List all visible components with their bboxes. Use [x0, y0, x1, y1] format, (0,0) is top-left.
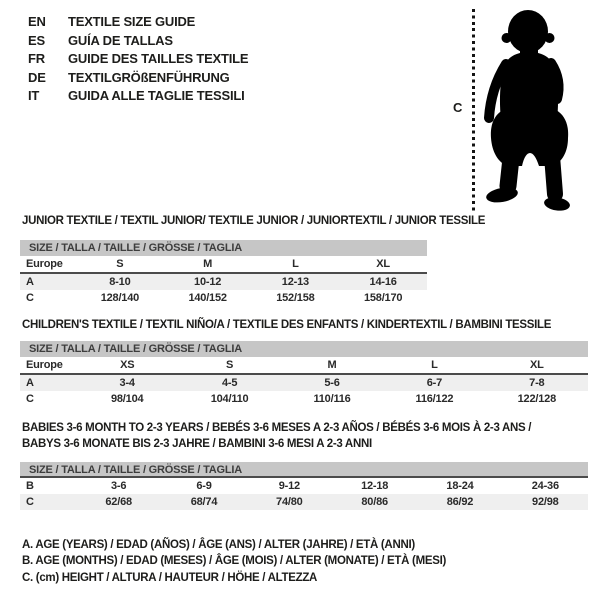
footnote-c: C. (cm) HEIGHT / ALTURA / HAUTEUR / HÖHE / ALTEZZA	[22, 571, 318, 584]
table-cell: XL	[376, 258, 390, 270]
table-cell: 140/152	[188, 292, 227, 304]
table-cell: 9-12	[278, 480, 300, 492]
table-cell: 6-9	[196, 480, 212, 492]
language-label: TEXTILGRÖßENFÜHRUNG	[68, 69, 230, 85]
language-label: GUIDE DES TAILLES TEXTILE	[68, 51, 249, 67]
row-label: Europe	[26, 359, 63, 371]
table-row	[20, 478, 588, 494]
row-label: C	[26, 496, 34, 508]
row-label: C	[26, 393, 34, 405]
table-cell: 5-6	[324, 377, 340, 389]
language-label: TEXTILE SIZE GUIDE	[68, 14, 196, 29]
row-label: A	[26, 276, 34, 288]
table-cell: 14-16	[369, 276, 397, 288]
table-cell: 128/140	[100, 292, 140, 304]
table-row	[20, 357, 588, 375]
junior-table-title: JUNIOR TEXTILE / TEXTIL JUNIOR/ TEXTILE JUNIOR / JUNIORTEXTIL / JUNIOR TESSILE	[22, 215, 486, 227]
table-cell: 98/104	[110, 393, 144, 405]
row-label: Europe	[26, 258, 63, 270]
table-cell: 68/74	[190, 496, 218, 508]
table-row	[20, 375, 588, 391]
height-marker-label: C	[453, 100, 463, 115]
row-label: C	[26, 292, 34, 304]
table-cell: 6-7	[426, 377, 443, 389]
footnote-a: A. AGE (YEARS) / EDAD (AÑOS) / ÂGE (ANS) / ALTER (JAHRE) / ETÀ (ANNI)	[22, 539, 415, 551]
footnotes	[22, 537, 446, 586]
language-row	[28, 69, 248, 88]
table-cell: L	[292, 258, 299, 270]
table-cell: XL	[530, 359, 544, 371]
table-cell: 10-12	[194, 276, 222, 288]
language-row	[28, 13, 248, 32]
height-measure-line	[472, 9, 475, 214]
babies-table-title	[22, 421, 531, 452]
language-code: ES	[28, 32, 45, 48]
table-cell: 8-10	[109, 276, 131, 288]
language-list	[28, 13, 248, 106]
table-cell: 158/170	[363, 292, 403, 304]
table-row	[20, 391, 588, 407]
language-code: DE	[28, 69, 46, 85]
table-cell: 122/128	[517, 393, 557, 405]
row-label: B	[26, 480, 34, 492]
table-cell: 12-13	[281, 276, 309, 288]
language-code: IT	[28, 88, 40, 104]
size-header-bar: SIZE / TALLA / TAILLE / GRÖSSE / TAGLIA	[20, 341, 588, 357]
table-cell: 104/110	[210, 393, 249, 405]
table-cell: 3-4	[119, 377, 135, 389]
size-header-bar: SIZE / TALLA / TAILLE / GRÖSSE / TAGLIA	[20, 462, 588, 478]
table-cell: 86/92	[446, 496, 474, 508]
table-row	[20, 290, 427, 306]
table-cell: S	[116, 258, 124, 270]
toddler-silhouette-icon	[478, 8, 574, 212]
table-cell: L	[431, 359, 438, 371]
row-label: A	[26, 377, 34, 389]
table-cell: 92/98	[532, 496, 559, 508]
table-cell: M	[203, 258, 213, 270]
table-row	[20, 256, 427, 274]
babies-title-line1: BABIES 3-6 MONTH TO 2-3 YEARS / BEBÉS 3-6 MESES A 2-3 AÑOS / BÉBÉS 3-6 MOIS À 2-3 ANS /	[22, 422, 532, 434]
table-cell: 12-18	[361, 480, 389, 492]
table-cell: 116/122	[415, 393, 454, 405]
language-row	[28, 50, 248, 69]
language-code: EN	[28, 14, 46, 29]
table-cell: 3-6	[111, 480, 127, 492]
table-cell: 62/68	[105, 496, 132, 508]
language-label: GUÍA DE TALLAS	[68, 32, 173, 48]
table-cell: 4-5	[221, 377, 238, 389]
table-cell: XS	[120, 359, 135, 371]
table-cell: S	[226, 359, 234, 371]
table-cell: M	[327, 359, 337, 371]
table-cell: 80/86	[361, 496, 388, 508]
junior-size-table	[20, 240, 427, 306]
table-cell: 7-8	[529, 377, 545, 389]
table-cell: 24-36	[531, 480, 559, 492]
footnote-b: B. AGE (MONTHS) / EDAD (MESES) / ÂGE (MOIS) / ALTER (MONATE) / ETÀ (MESI)	[22, 555, 447, 568]
language-label: GUIDA ALLE TAGLIE TESSILI	[68, 88, 245, 104]
language-row	[28, 32, 248, 51]
table-cell: 152/158	[276, 292, 315, 304]
children-size-table	[20, 341, 588, 407]
language-code: FR	[28, 51, 45, 67]
table-row	[20, 274, 427, 290]
table-cell: 18-24	[446, 480, 474, 492]
babies-title-line2: BABYS 3-6 MONATE BIS 2-3 JAHRE / BAMBINI 3-6 MESI A 2-3 ANNI	[22, 437, 372, 450]
table-cell: 74/80	[276, 496, 303, 508]
table-cell: 110/116	[313, 393, 351, 405]
babies-size-table	[20, 462, 588, 510]
language-row	[28, 87, 248, 106]
size-header-bar: SIZE / TALLA / TAILLE / GRÖSSE / TAGLIA	[20, 240, 427, 256]
table-row	[20, 494, 588, 510]
children-table-title: CHILDREN'S TEXTILE / TEXTIL NIÑO/A / TEXTILE DES ENFANTS / KINDERTEXTIL / BAMBINI TESSILE	[22, 319, 552, 331]
